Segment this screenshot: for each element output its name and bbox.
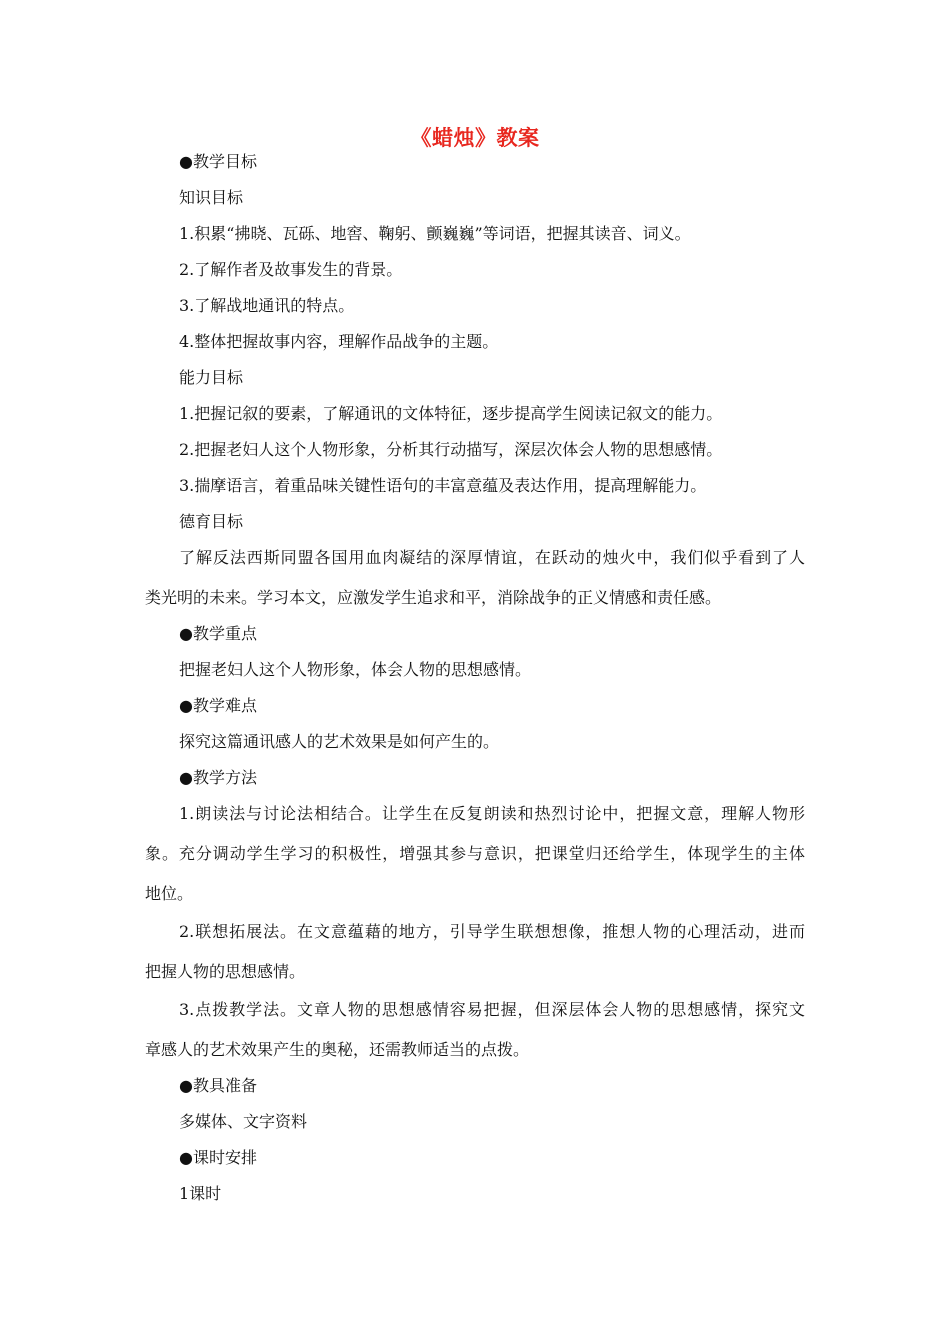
method-3-line-2: 章感人的艺术效果产生的奥秘，还需教师适当的点拨。 <box>145 1040 530 1059</box>
method-2-line-1: 2.联想拓展法。在文意蕴藉的地方，引导学生联想想像，推想人物的心理活动，进而 <box>179 922 805 941</box>
method-2-line-2: 把握人物的思想感情。 <box>145 962 306 981</box>
ability-item-1: 1.把握记叙的要素，了解通讯的文体特征，逐步提高学生阅读记叙文的能力。 <box>179 404 723 423</box>
schedule-heading: ●课时安排 <box>179 1148 257 1167</box>
knowledge-item-4: 4.整体把握故事内容，理解作品战争的主题。 <box>179 332 499 351</box>
key-text: 把握老妇人这个人物形象，体会人物的思想感情。 <box>179 660 532 679</box>
tools-heading: ●教具准备 <box>179 1076 257 1095</box>
moral-heading: 德育目标 <box>179 512 244 531</box>
method-heading: ●教学方法 <box>179 768 257 787</box>
method-1-line-3: 地位。 <box>145 884 194 903</box>
knowledge-heading: 知识目标 <box>179 188 244 207</box>
tools-text: 多媒体、文字资料 <box>179 1112 308 1131</box>
knowledge-item-2: 2.了解作者及故事发生的背景。 <box>179 260 403 279</box>
method-1-line-2: 象。充分调动学生学习的积极性，增强其参与意识，把课堂归还给学生，体现学生的主体 <box>145 844 805 863</box>
difficulty-heading: ●教学难点 <box>179 696 257 715</box>
knowledge-item-3: 3.了解战地通讯的特点。 <box>179 296 355 315</box>
ability-item-2: 2.把握老妇人这个人物形象，分析其行动描写，深层次体会人物的思想感情。 <box>179 440 723 459</box>
method-3-line-1: 3.点拨教学法。文章人物的思想感情容易把握，但深层体会人物的思想感情，探究文 <box>179 1000 805 1019</box>
moral-text-line-1: 了解反法西斯同盟各国用血肉凝结的深厚情谊，在跃动的烛火中，我们似乎看到了人 <box>179 548 805 567</box>
ability-item-3: 3.揣摩语言，着重品味关键性语句的丰富意蕴及表达作用，提高理解能力。 <box>179 476 707 495</box>
method-1-line-1: 1.朗读法与讨论法相结合。让学生在反复朗读和热烈讨论中，把握文意，理解人物形 <box>179 804 805 823</box>
schedule-text: 1课时 <box>179 1184 222 1203</box>
key-heading: ●教学重点 <box>179 624 257 643</box>
knowledge-item-1: 1.积累“拂晓、瓦砾、地窖、鞠躬、颤巍巍”等词语，把握其读音、词义。 <box>179 224 691 243</box>
difficulty-text: 探究这篇通讯感人的艺术效果是如何产生的。 <box>179 732 500 751</box>
objectives-heading: ●教学目标 <box>179 152 257 171</box>
moral-text-line-2: 类光明的未来。学习本文，应激发学生追求和平，消除战争的正义情感和责任感。 <box>145 588 722 607</box>
document-title: 《蜡烛》教案 <box>410 126 540 150</box>
ability-heading: 能力目标 <box>179 368 244 387</box>
